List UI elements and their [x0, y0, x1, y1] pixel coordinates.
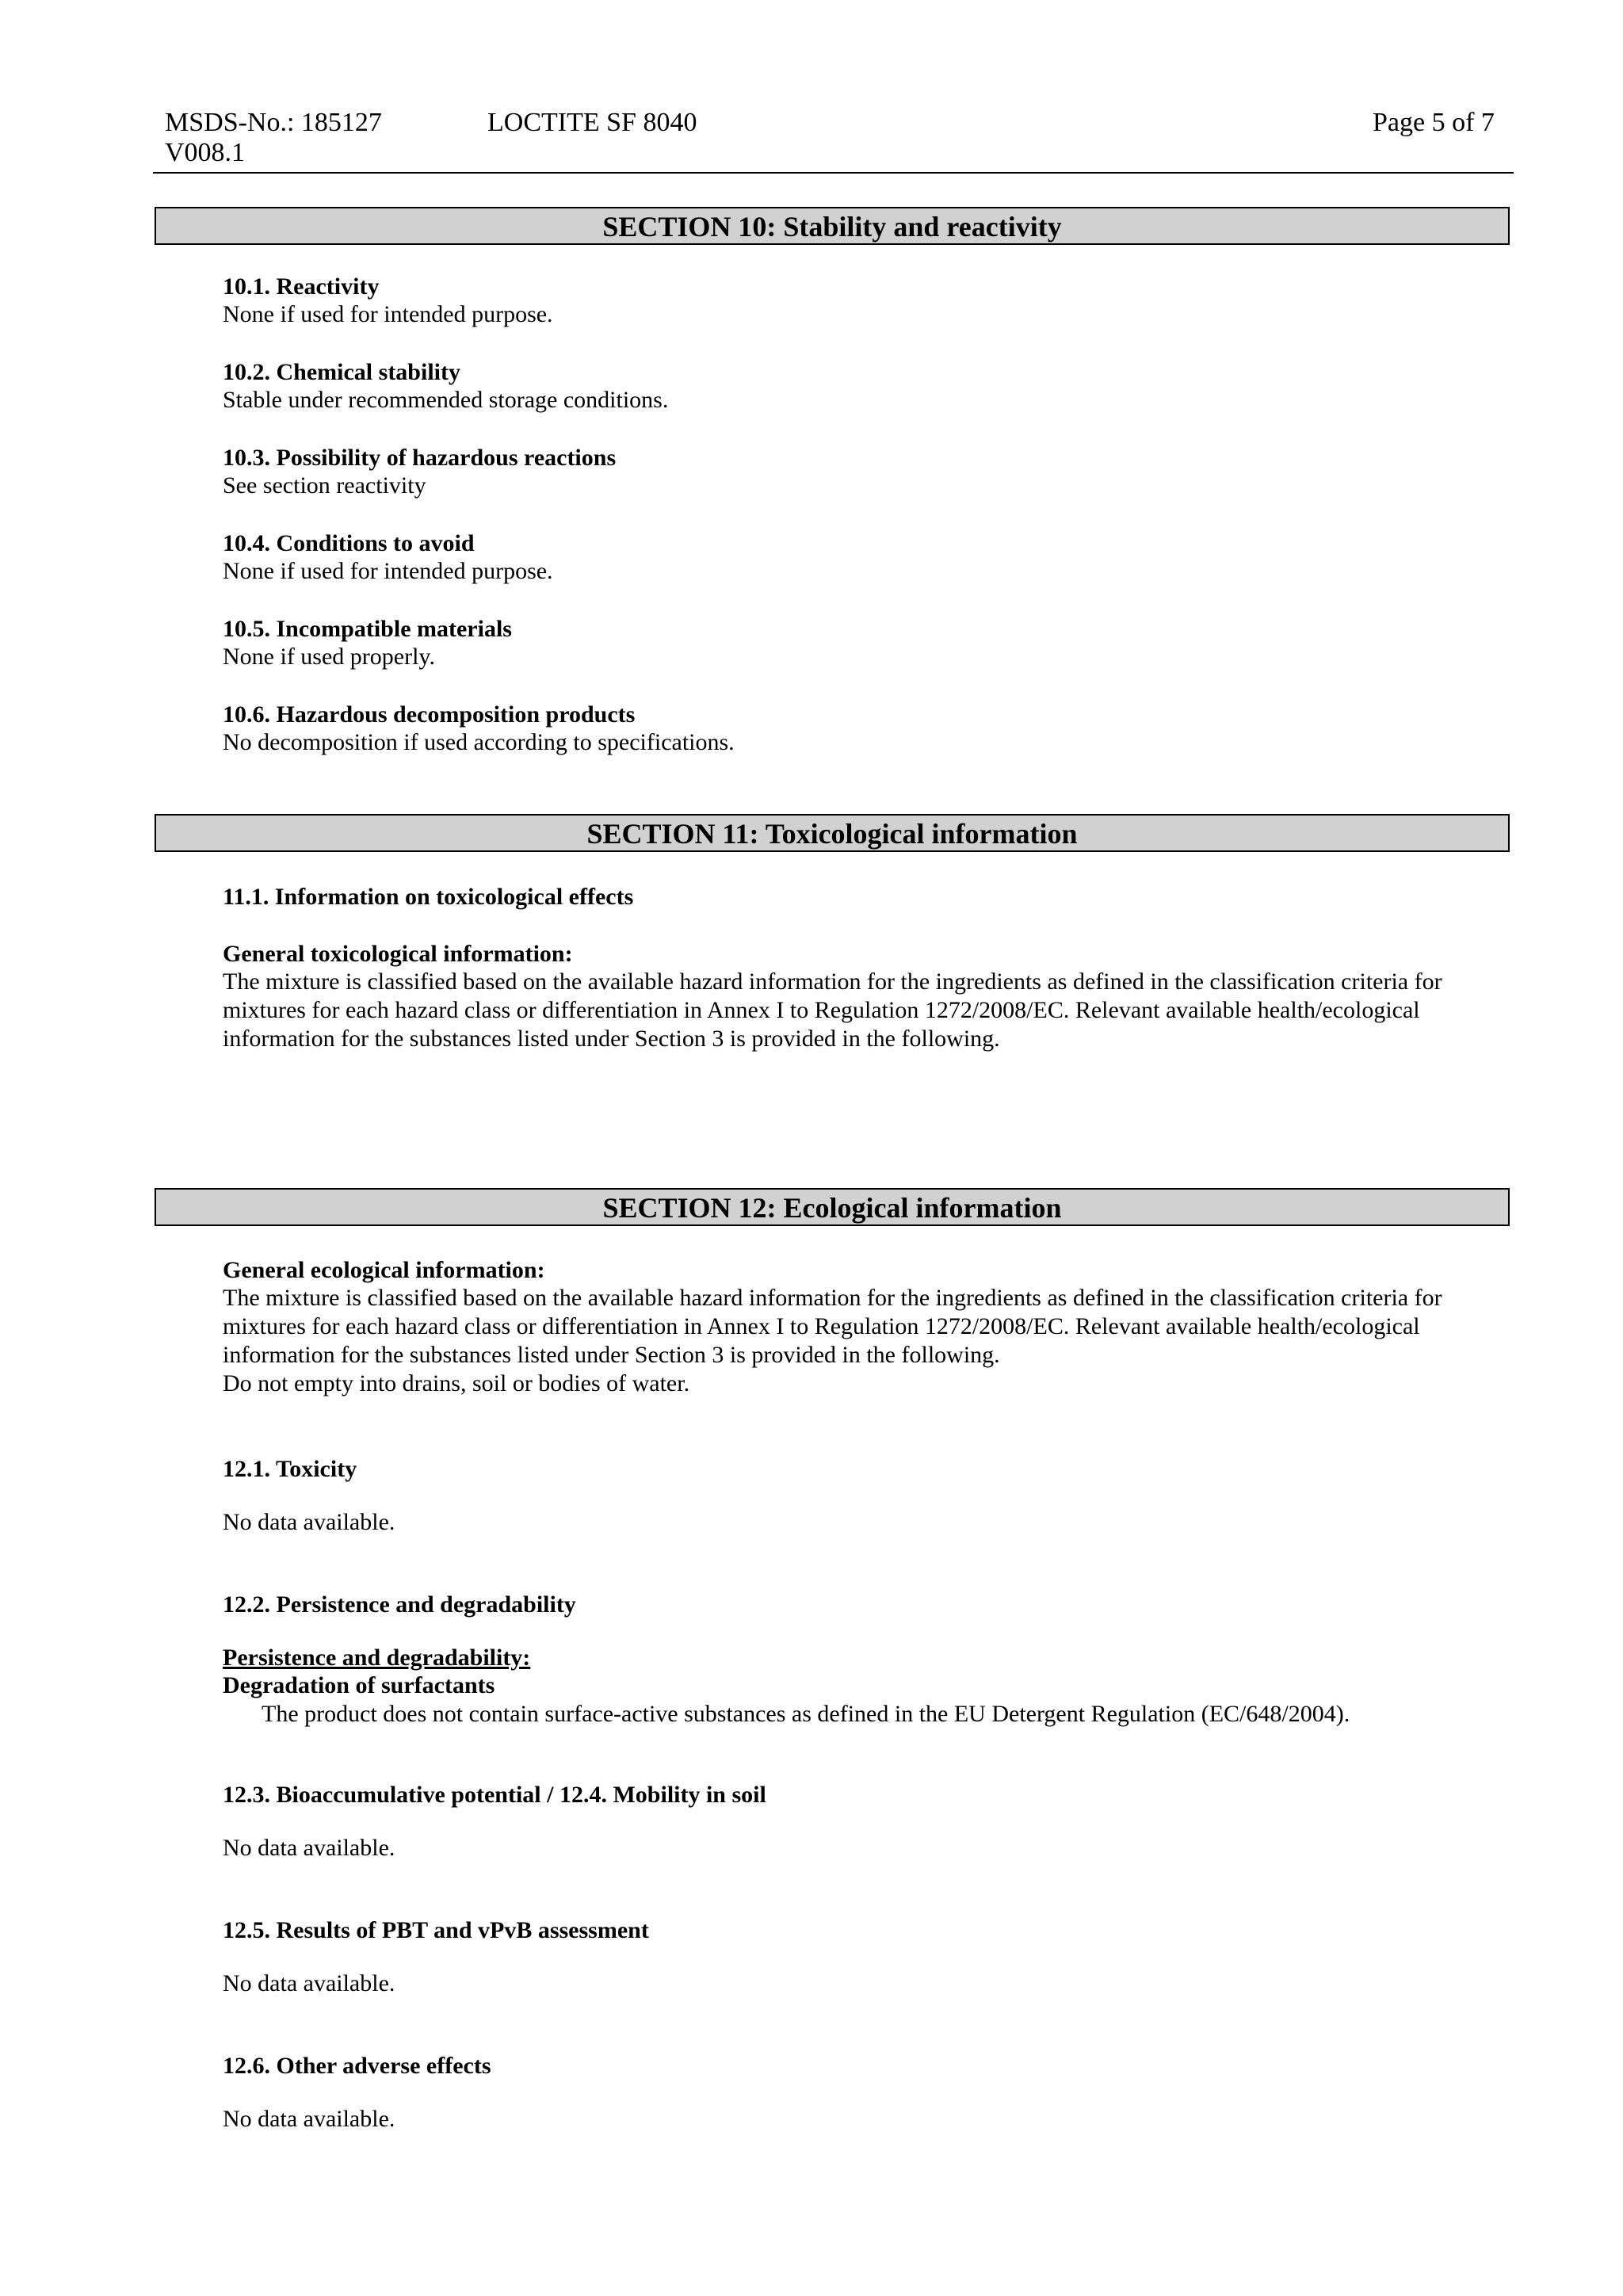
version-label: V008.1	[165, 138, 246, 167]
heading-10-4: 10.4. Conditions to avoid	[223, 530, 475, 556]
text-10-4: None if used for intended purpose.	[223, 558, 553, 584]
section-12-header	[155, 1188, 1510, 1226]
general-ecological-line: The mixture is classified based on the available hazard information for the ingredients as defined in the classification criteria for	[223, 1285, 1442, 1311]
degradation-heading: Degradation of surfactants	[223, 1672, 495, 1698]
general-ecological-line: Do not empty into drains, soil or bodies of water.	[223, 1370, 690, 1396]
heading-12-3: 12.3. Bioaccumulative potential / 12.4. Mobility in soil	[223, 1782, 766, 1808]
persistence-subheading: Persistence and degradability:	[223, 1645, 531, 1671]
heading-12-6: 12.6. Other adverse effects	[223, 2053, 491, 2079]
general-ecological-heading: General ecological information:	[223, 1257, 545, 1283]
general-ecological-line: information for the substances listed under Section 3 is provided in the following.	[223, 1342, 1000, 1368]
degradation-text: The product does not contain surface-active substances as defined in the EU Detergent Regulation (EC/648/2004).	[262, 1701, 1350, 1727]
text-12-5: No data available.	[223, 1970, 395, 1996]
text-10-1: None if used for intended purpose.	[223, 301, 553, 327]
text-12-6: No data available.	[223, 2106, 395, 2132]
section-10-header	[155, 207, 1510, 245]
text-10-3: See section reactivity	[223, 472, 426, 499]
heading-12-5: 12.5. Results of PBT and vPvB assessment	[223, 1917, 649, 1943]
product-name: LOCTITE SF 8040	[487, 108, 697, 137]
msds-number: MSDS-No.: 185127	[165, 108, 382, 137]
header-divider	[153, 172, 1514, 174]
text-10-6: No decomposition if used according to specifications.	[223, 729, 735, 755]
general-toxicological-heading: General toxicological information:	[223, 941, 573, 967]
section-11-title: SECTION 11: Toxicological information	[156, 816, 1508, 850]
text-12-3: No data available.	[223, 1835, 395, 1861]
heading-12-2: 12.2. Persistence and degradability	[223, 1591, 576, 1618]
heading-10-1: 10.1. Reactivity	[223, 273, 380, 300]
heading-10-5: 10.5. Incompatible materials	[223, 616, 512, 642]
general-ecological-line: mixtures for each hazard class or differentiation in Annex I to Regulation 1272/2008/EC. Relevant available health/ecological	[223, 1313, 1420, 1339]
heading-10-3: 10.3. Possibility of hazardous reactions	[223, 445, 617, 471]
page-number: Page 5 of 7	[1373, 108, 1495, 137]
general-toxicological-line: mixtures for each hazard class or differentiation in Annex I to Regulation 1272/2008/EC. Relevant available health/ecological	[223, 997, 1420, 1023]
heading-11-1: 11.1. Information on toxicological effects	[223, 884, 634, 910]
heading-10-2: 10.2. Chemical stability	[223, 359, 460, 385]
section-10-title: SECTION 10: Stability and reactivity	[156, 208, 1508, 243]
section-12-title: SECTION 12: Ecological information	[156, 1190, 1508, 1224]
text-10-2: Stable under recommended storage conditions.	[223, 387, 669, 413]
general-toxicological-line: The mixture is classified based on the available hazard information for the ingredients as defined in the classification criteria for	[223, 968, 1442, 995]
section-11-header	[155, 814, 1510, 852]
heading-12-1: 12.1. Toxicity	[223, 1456, 357, 1482]
text-12-1: No data available.	[223, 1509, 395, 1535]
heading-10-6: 10.6. Hazardous decomposition products	[223, 701, 636, 728]
general-toxicological-line: information for the substances listed under Section 3 is provided in the following.	[223, 1026, 1000, 1052]
text-10-5: None if used properly.	[223, 644, 435, 670]
